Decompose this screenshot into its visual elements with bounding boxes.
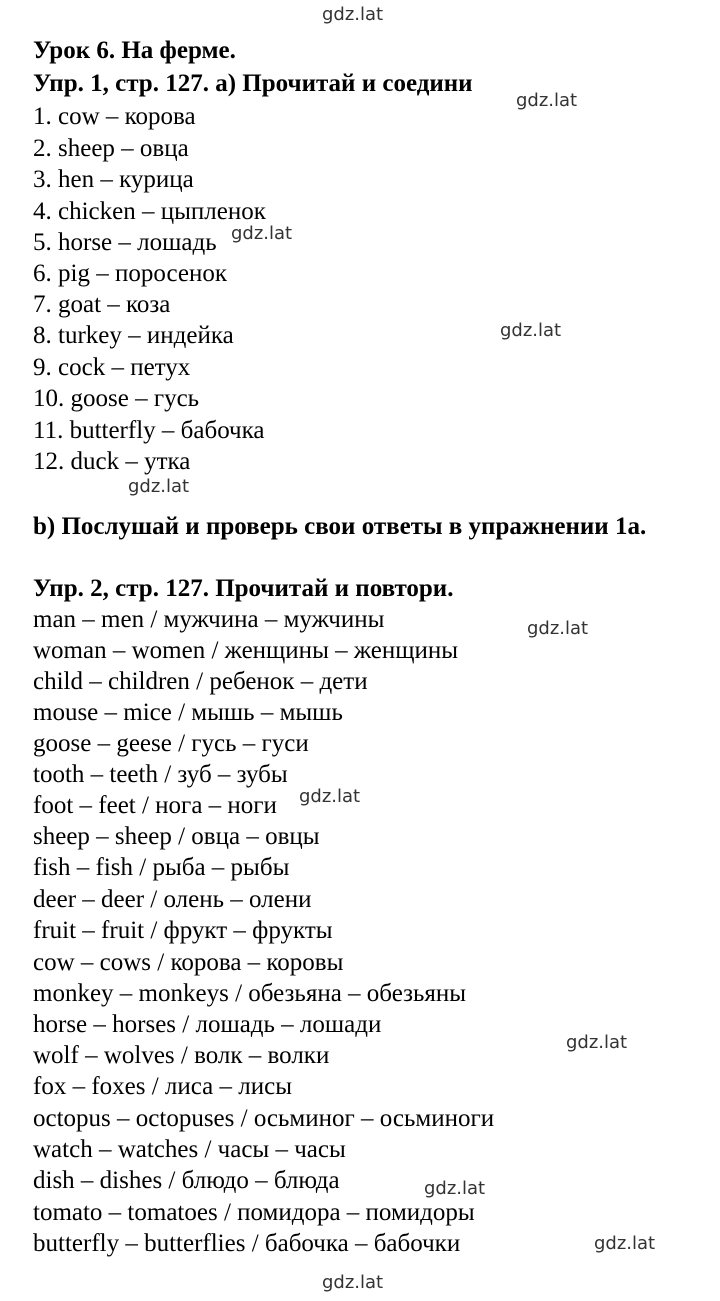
exercise1-item: 6. pig – поросенок [33, 260, 227, 287]
exercise2-item: cow – cows / корова – коровы [33, 949, 344, 976]
watermark: gdz.lat [424, 1178, 486, 1199]
exercise1-item: 8. turkey – индейка [33, 322, 234, 349]
exercise2-item: man – men / мужчина – мужчины [33, 606, 385, 633]
watermark: gdz.lat [594, 1233, 656, 1254]
lesson-title: Урок 6. На ферме. [33, 37, 236, 64]
exercise1-item: 4. chicken – цыпленок [33, 198, 266, 225]
watermark: gdz.lat [527, 618, 589, 639]
exercise2-item: tooth – teeth / зуб – зубы [33, 761, 288, 788]
exercise1-item: 10. goose – гусь [33, 385, 200, 412]
exercise2-item: octopus – octopuses / осьминог – осьминоги [33, 1105, 495, 1132]
watermark: gdz.lat [516, 90, 578, 111]
exercise2-item: woman – women / женщины – женщины [33, 637, 459, 664]
exercise1-item: 5. horse – лошадь [33, 229, 217, 256]
watermark: gdz.lat [299, 786, 361, 807]
exercise2-item: sheep – sheep / овца – овцы [33, 823, 320, 850]
watermark: gdz.lat [231, 223, 293, 244]
exercise1-item: 12. duck – утка [33, 448, 191, 475]
exercise1-item: 9. cock – петух [33, 354, 191, 381]
exercise2-item: fruit – fruit / фрукт – фрукты [33, 917, 333, 944]
exercise2-item: fish – fish / рыба – рыбы [33, 854, 290, 881]
exercise2-item: goose – geese / гусь – гуси [33, 730, 309, 757]
exercise1-item: 2. sheep – овца [33, 135, 189, 162]
exercise2-item: deer – deer / олень – олени [33, 886, 312, 913]
watermark: gdz.lat [322, 1272, 384, 1293]
exercise2-item: dish – dishes / блюдо – блюда [33, 1167, 340, 1194]
exercise2-item: watch – watches / часы – часы [33, 1136, 346, 1163]
exercise2-item: wolf – wolves / волк – волки [33, 1042, 330, 1069]
watermark: gdz.lat [128, 476, 190, 497]
watermark: gdz.lat [322, 4, 384, 25]
exercise2-item: monkey – monkeys / обезьяна – обезьяны [33, 980, 467, 1007]
watermark: gdz.lat [566, 1032, 628, 1053]
exercise2-heading: Упр. 2, стр. 127. Прочитай и повтори. [33, 575, 454, 602]
exercise2-item: mouse – mice / мышь – мышь [33, 699, 343, 726]
watermark: gdz.lat [500, 320, 562, 341]
exercise1-part-b: b) Послушай и проверь свои ответы в упражнении 1a. [33, 513, 647, 540]
exercise2-item: tomato – tomatoes / помидора – помидоры [33, 1199, 475, 1226]
exercise1-item: 3. hen – курица [33, 166, 194, 193]
exercise2-item: child – children / ребенок – дети [33, 668, 368, 695]
exercise1-item: 1. cow – корова [33, 103, 196, 130]
exercise1-item: 7. goat – коза [33, 291, 171, 318]
exercise1-heading: Упр. 1, стр. 127. а) Прочитай и соедини [33, 70, 473, 97]
exercise2-item: butterfly – butterflies / бабочка – бабочки [33, 1230, 461, 1257]
exercise2-item: horse – horses / лошадь – лошади [33, 1011, 382, 1038]
exercise2-item: foot – feet / нога – ноги [33, 792, 277, 819]
exercise1-item: 11. butterfly – бабочка [33, 417, 265, 444]
exercise2-item: fox – foxes / лиса – лисы [33, 1073, 293, 1100]
